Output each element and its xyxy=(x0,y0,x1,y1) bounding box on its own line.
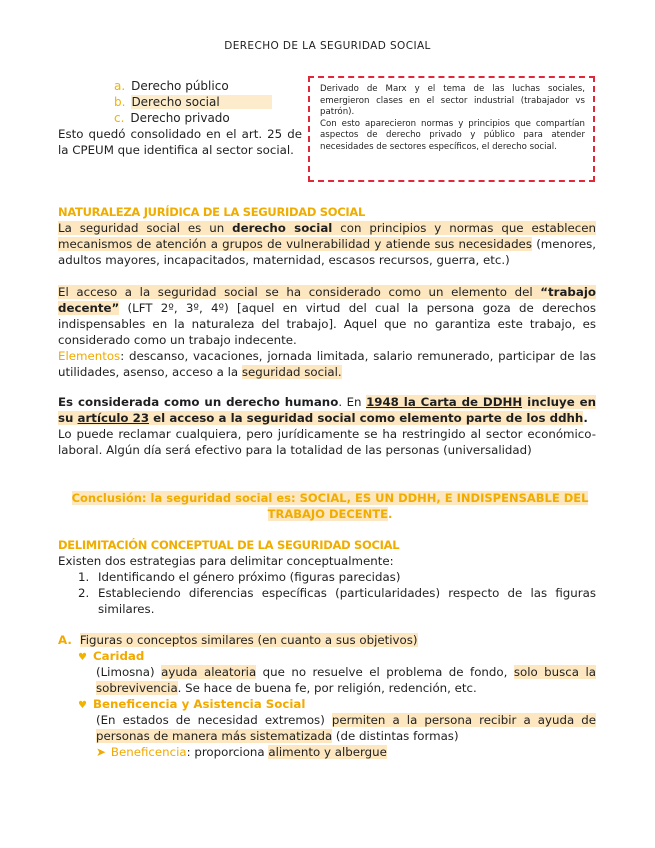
section-heading: NATURALEZA JURÍDICA DE LA SEGURIDAD SOCIAL xyxy=(58,205,366,219)
sub-bullet-item xyxy=(96,744,387,760)
text: Beneficencia y Asistencia Social xyxy=(92,697,306,711)
list-text: Derecho social xyxy=(131,95,271,109)
text: 1948 la Carta de DDHH xyxy=(366,395,523,409)
text: que no resuelve el problema de fondo, xyxy=(256,665,514,679)
text: el acceso a la seguridad social como elemento parte de los ddhh xyxy=(149,411,584,425)
page-title: DERECHO DE LA SEGURIDAD SOCIAL xyxy=(224,40,431,52)
paragraph: Existen dos estrategias para delimitar conceptualmente: xyxy=(58,554,394,568)
text: El acceso a la seguridad social se ha considerado como un elemento del xyxy=(58,285,541,299)
text: Beneficencia xyxy=(110,745,187,759)
list-marker: a. xyxy=(114,79,126,93)
list-marker: 1. xyxy=(78,570,90,584)
list-item xyxy=(114,110,230,126)
list-marker: c. xyxy=(114,111,125,125)
text: Elementos xyxy=(58,349,121,363)
paragraph xyxy=(58,220,596,268)
text: : descanso, vacaciones, jornada limitada, salario remunerado, participar de las utilidades, asenso, acceso a la xyxy=(58,349,596,379)
note-paragraph: Con esto aparecieron normas y principios que compartían aspectos de derecho privado y público para atender necesidades de sectores específicos, el derecho social. xyxy=(320,118,585,152)
intro-paragraph: Esto quedó consolidado en el art. 25 de la CPEUM que identifica al sector social. xyxy=(58,127,302,157)
text: (menores, adultos mayores, incapacitados, maternidad, escasos recursos, guerra, etc.) xyxy=(58,237,596,267)
section-heading: DELIMITACIÓN CONCEPTUAL DE LA SEGURIDAD SOCIAL xyxy=(58,538,400,552)
text: Es considerada como un derecho humano xyxy=(58,395,339,409)
text: permiten a la persona recibir a ayuda de personas de manera más sistematizada xyxy=(96,713,597,743)
paragraph xyxy=(96,712,596,744)
text: . Se hace de buena fe, por religión, redención, etc. xyxy=(177,681,477,695)
paragraph xyxy=(58,284,596,348)
text: . xyxy=(387,507,393,521)
text: (En estados de necesidad extremos) xyxy=(96,713,332,727)
list-item xyxy=(78,569,596,585)
text: Caridad xyxy=(92,649,145,663)
text: artículo 23 xyxy=(77,411,150,425)
list-item xyxy=(78,585,596,616)
text: con principios y normas que establecen mecanismos de atención a grupos de vulnerabilidad y atiende sus necesidades xyxy=(58,221,596,251)
text: ayuda aleatoria xyxy=(161,665,257,679)
text: Conclusión: la seguridad social es: xyxy=(71,491,300,505)
paragraph xyxy=(58,348,596,380)
text: “trabajo decente” xyxy=(58,285,596,315)
text: (LFT 2º, 3º, 4º) [aquel en virtud del cual la persona goza de derechos indispensables en la naturaleza del trabajo]. Aquel que no garantiza este trabajo, es considerado como un trabajo indecente. xyxy=(58,301,596,347)
paragraph: Lo puede reclamar cualquiera, pero jurídicamente se ha restringido al sector económico-laboral. Algún día será efectivo para la totalidad de las personas (universalidad) xyxy=(58,427,596,457)
list-text: Estableciendo diferencias específicas (particularidades) respecto de las figuras similares. xyxy=(98,586,596,616)
list-item xyxy=(114,78,229,94)
note-box xyxy=(308,76,595,182)
text: Figuras o conceptos similares (en cuanto a sus objetivos) xyxy=(79,633,418,647)
text: derecho social xyxy=(232,221,333,235)
text: . xyxy=(583,411,588,425)
text: : proporciona xyxy=(186,745,269,759)
list-text: Derecho público xyxy=(131,79,229,93)
text: solo busca la sobrevivencia xyxy=(96,665,596,695)
list-text: Derecho privado xyxy=(130,111,230,125)
list-text: Identificando el género próximo (figuras parecidas) xyxy=(98,570,401,584)
text: La seguridad social es un xyxy=(58,221,233,235)
note-paragraph: Derivado de Marx y el tema de las luchas sociales, emergieron clases en el sector industrial (trabajador vs patrón). xyxy=(320,84,585,118)
text: SOCIAL, ES UN DDHH, E INDISPENSABLE DEL TRABAJO DECENTE xyxy=(267,491,589,521)
list-marker: A. xyxy=(58,633,72,647)
text: seguridad social. xyxy=(241,365,342,379)
text: (Limosna) xyxy=(96,665,162,679)
list-marker: 2. xyxy=(78,586,90,600)
text: (de distintas formas) xyxy=(332,729,459,743)
list-marker: b. xyxy=(114,95,126,109)
heart-icon: ♥ xyxy=(78,652,87,663)
heart-icon: ♥ xyxy=(78,700,87,711)
list-item xyxy=(114,94,272,110)
arrow-icon: ➤ xyxy=(96,745,106,759)
text: incluye en su xyxy=(58,395,597,425)
subsection-heading xyxy=(58,632,418,648)
text: alimento y albergue xyxy=(268,745,387,759)
text: . En xyxy=(338,395,367,409)
conclusion xyxy=(70,490,590,522)
paragraph xyxy=(96,664,596,696)
paragraph xyxy=(58,394,596,426)
